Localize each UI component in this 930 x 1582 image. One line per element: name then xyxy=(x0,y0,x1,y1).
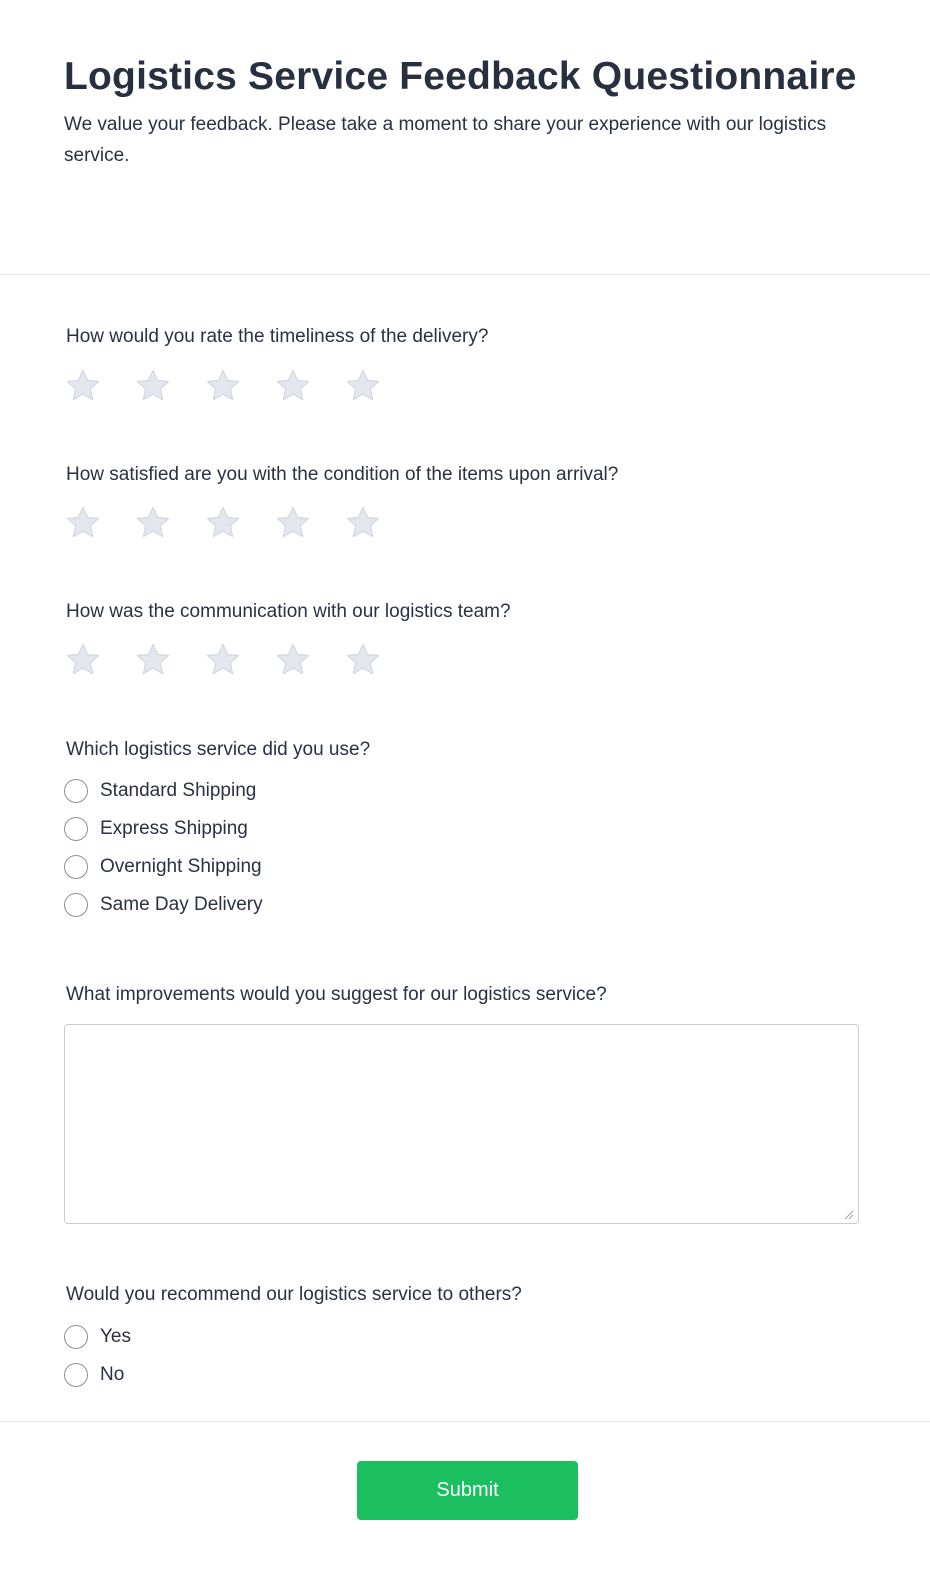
radio-option-overnight-shipping[interactable] xyxy=(64,854,262,880)
submit-button[interactable]: Submit xyxy=(357,1461,578,1520)
star-icon[interactable] xyxy=(64,641,102,679)
radio-circle-icon[interactable] xyxy=(64,893,88,917)
star-icon[interactable] xyxy=(134,504,172,542)
page-subtitle: We value your feedback. Please take a moment to share your experience with our logistics service. xyxy=(64,114,827,166)
star-icon[interactable] xyxy=(204,641,242,679)
radio-option-label: Standard Shipping xyxy=(100,780,257,801)
radio-option-label: Yes xyxy=(100,1326,131,1347)
improvements-textarea[interactable] xyxy=(64,1024,859,1224)
question-recommend-label: Would you recommend our logistics service to others? xyxy=(66,1284,522,1305)
radio-circle-icon[interactable] xyxy=(64,1363,88,1387)
star-icon[interactable] xyxy=(344,641,382,679)
star-icon[interactable] xyxy=(344,504,382,542)
star-icon[interactable] xyxy=(64,367,102,405)
star-icon[interactable] xyxy=(134,641,172,679)
star-icon[interactable] xyxy=(274,367,312,405)
star-icon[interactable] xyxy=(204,504,242,542)
radio-option-label: Express Shipping xyxy=(100,818,248,839)
radio-circle-icon[interactable] xyxy=(64,855,88,879)
radio-circle-icon[interactable] xyxy=(64,779,88,803)
resize-grip-icon[interactable] xyxy=(842,1208,854,1220)
star-icon[interactable] xyxy=(274,504,312,542)
question-timeliness-label: How would you rate the timeliness of the delivery? xyxy=(66,326,489,347)
rating-communication xyxy=(64,641,382,679)
question-communication-label: How was the communication with our logistics team? xyxy=(66,601,511,622)
page-title: Logistics Service Feedback Questionnaire xyxy=(64,55,857,98)
radio-option-label: Overnight Shipping xyxy=(100,856,262,877)
question-improvements-label: What improvements would you suggest for our logistics service? xyxy=(66,984,607,1005)
form-header xyxy=(64,48,864,171)
star-icon[interactable] xyxy=(134,367,172,405)
footer-divider xyxy=(0,1421,930,1422)
radio-circle-icon[interactable] xyxy=(64,1325,88,1349)
header-divider xyxy=(0,274,930,275)
radio-option-label: Same Day Delivery xyxy=(100,894,263,915)
star-icon[interactable] xyxy=(64,504,102,542)
star-icon[interactable] xyxy=(204,367,242,405)
star-icon[interactable] xyxy=(344,367,382,405)
radio-option-express-shipping[interactable] xyxy=(64,816,248,842)
radio-option-label: No xyxy=(100,1364,125,1385)
radio-option-same-day-delivery[interactable] xyxy=(64,892,263,918)
radio-option-yes[interactable] xyxy=(64,1324,131,1350)
question-condition-label: How satisfied are you with the condition of the items upon arrival? xyxy=(66,464,619,485)
radio-option-standard-shipping[interactable] xyxy=(64,778,256,804)
question-service-type-label: Which logistics service did you use? xyxy=(66,739,371,760)
radio-option-no[interactable] xyxy=(64,1362,124,1388)
star-icon[interactable] xyxy=(274,641,312,679)
rating-timeliness xyxy=(64,367,382,405)
rating-condition xyxy=(64,504,382,542)
radio-circle-icon[interactable] xyxy=(64,817,88,841)
